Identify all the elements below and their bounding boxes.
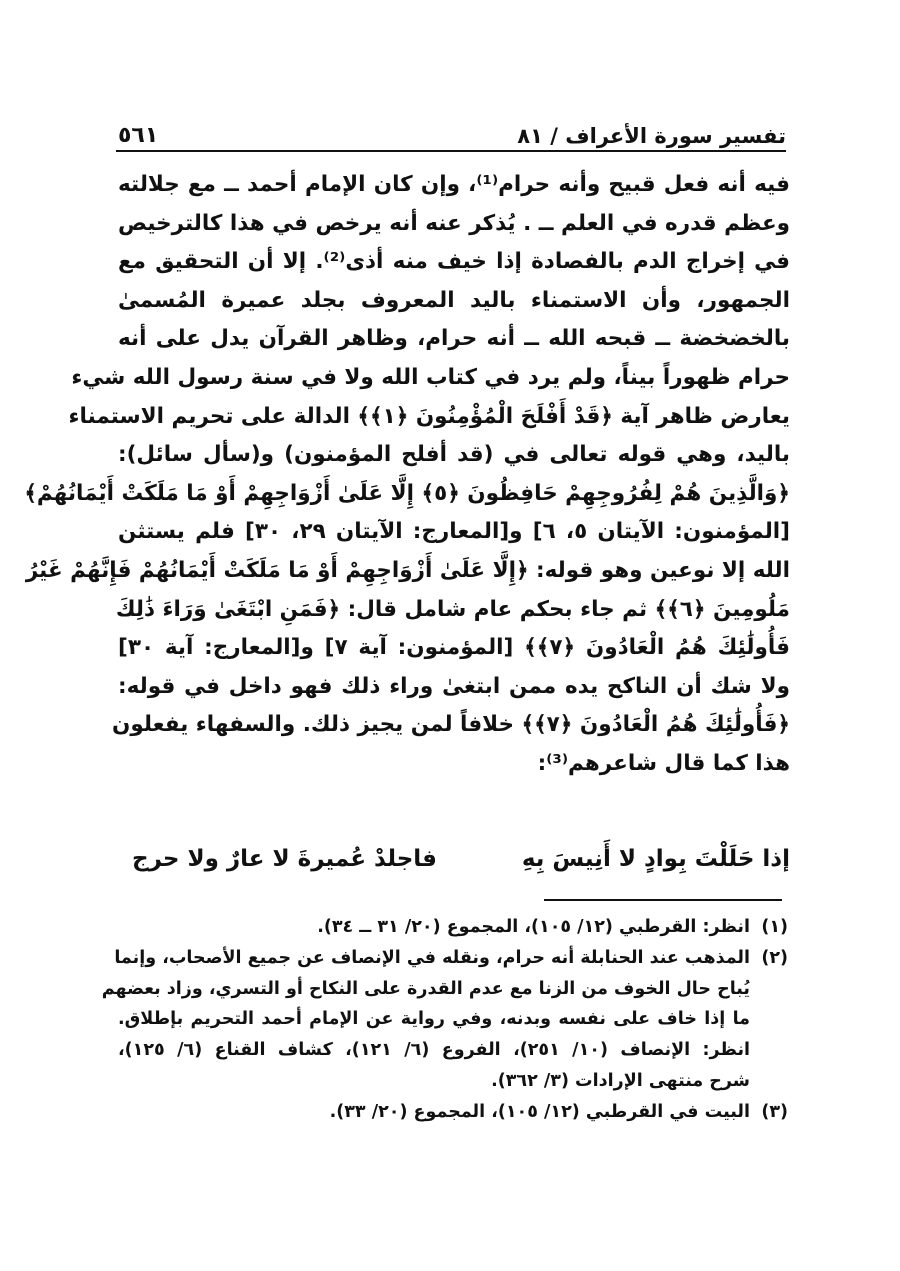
footnote [118,1097,788,1128]
text-line: الجمهور، وأن الاستمناء باليد المعروف بجلد عميرة المُسمىٰ [118,287,790,313]
footnote [101,943,788,1097]
text-line: فَأُولَٰئِكَ هُمُ الْعَادُونَ ﴿٧﴾﴾ [المؤمنون: آية ٧] و[المعارج: آية ٣٠] [118,635,790,661]
text-line: في إخراج الدم بالفصادة إذا خيف منه أذى⁽²⁾. إلا أن التحقيق مع [118,249,790,275]
page-number: ٥٦١ [118,123,159,148]
text-line: [المؤمنون: الآيتان ٥، ٦] و[المعارج: الآيتان ٢٩، ٣٠] فلم يستثن [118,519,790,545]
quran-verse-line: ﴿وَالَّذِينَ هُمْ لِفُرُوجِهِمْ حَافِظُونَ ﴿٥﴾ إِلَّا عَلَىٰ أَزْوَاجِهِمْ أَوْ مَا مَلَكَتْ أَيْمَانُهُمْ﴾ [24,480,790,506]
header-rule [116,150,786,152]
text-line: بالخضخضة ــ قبحه الله ــ أنه حرام، وظاهر القرآن يدل على أنه [118,326,790,352]
text-line: وعظم قدره في العلم ــ . يُذكر عنه أنه يرخص في هذا كالترخيص [118,210,790,236]
text-line: الله إلا نوعين وهو قوله: ﴿إِلَّا عَلَىٰ أَزْوَاجِهِمْ أَوْ مَا مَلَكَتْ أَيْمَانُهُمْ فَإِنَّهُمْ غَيْرُ [25,557,790,583]
text-line: مَلُومِينَ ﴿٦﴾﴾ ثم جاء بحكم عام شامل قال: ﴿فَمَنِ ابْتَغَىٰ وَرَاءَ ذَٰلِكَ [115,596,790,622]
footnote-line: يُباح حال الخوف من الزنا مع عدم القدرة على النكاح أو التسري، وزاد بعضهم [101,978,750,999]
verse-first-hemistich: إذا حَلَلْتَ بِوادٍ لا أَنِيسَ بِهِ [521,846,790,872]
running-header [118,108,786,148]
footnote [118,912,788,943]
footnote-line: ما إذا خاف على نفسه وبدنه، وفي رواية عن الإمام أحمد التحريم بإطلاق. [118,1009,750,1030]
text-line: فيه أنه فعل قبيح وأنه حرام⁽¹⁾، وإن كان الإمام أحمد ــ مع جلالته [118,172,790,197]
text-line: ولا شك أن الناكح يده ممن ابتغىٰ وراء ذلك فهو داخل في قوله: [118,673,790,699]
text-line: باليد، وهي قوله تعالى في (قد أفلح المؤمنون) و(سأل سائل): [118,442,790,468]
footnote-number: (٢) [761,947,788,968]
footnote-number: (٣) [761,1101,788,1122]
text-line: هذا كما قال شاعرهم⁽³⁾: [537,750,790,776]
poetry-verse [118,836,790,882]
footnote-number: (١) [761,917,788,937]
footnote-line: البيت في القرطبي (١٢/ ١٠٥)، المجموع (٢٠/ ٣٣). [329,1101,750,1122]
footnote-separator [544,899,782,901]
footnote-line: انظر: القرطبي (١٢/ ١٠٥)، المجموع (٢٠/ ٣١ ــ ٣٤). [317,917,750,937]
text-line: ﴿فَأُولَٰئِكَ هُمُ الْعَادُونَ ﴿٧﴾﴾ خلافاً لمن يجيز ذلك. والسفهاء يفعلون [112,712,790,738]
footnote-line: شرح منتهى الإرادات (٣/ ٣٦٢). [491,1070,750,1091]
footnote-line: المذهب عند الحنابلة أنه حرام، ونقله في الإنصاف عن جميع الأصحاب، وإنما [114,947,750,968]
running-title: تفسير سورة الأعراف / ٨١ [517,124,786,148]
footnote-line: انظر: الإنصاف (١٠/ ٢٥١)، الفروع (٦/ ١٢١)، كشاف القناع (٦/ ١٢٥)، [118,1040,751,1061]
verse-second-hemistich: فاجلدْ عُميرةَ لا عارٌ ولا حرج [132,846,437,872]
text-line: يعارض ظاهر آية ﴿قَدْ أَفْلَحَ الْمُؤْمِنُونَ ﴿١﴾﴾ الدالة على تحريم الاستمناء [68,403,790,429]
footnotes [101,912,788,1128]
body-text [24,166,790,784]
text-line: حرام ظهوراً بيناً، ولم يرد في كتاب الله ولا في سنة رسول الله شيء [71,364,790,390]
